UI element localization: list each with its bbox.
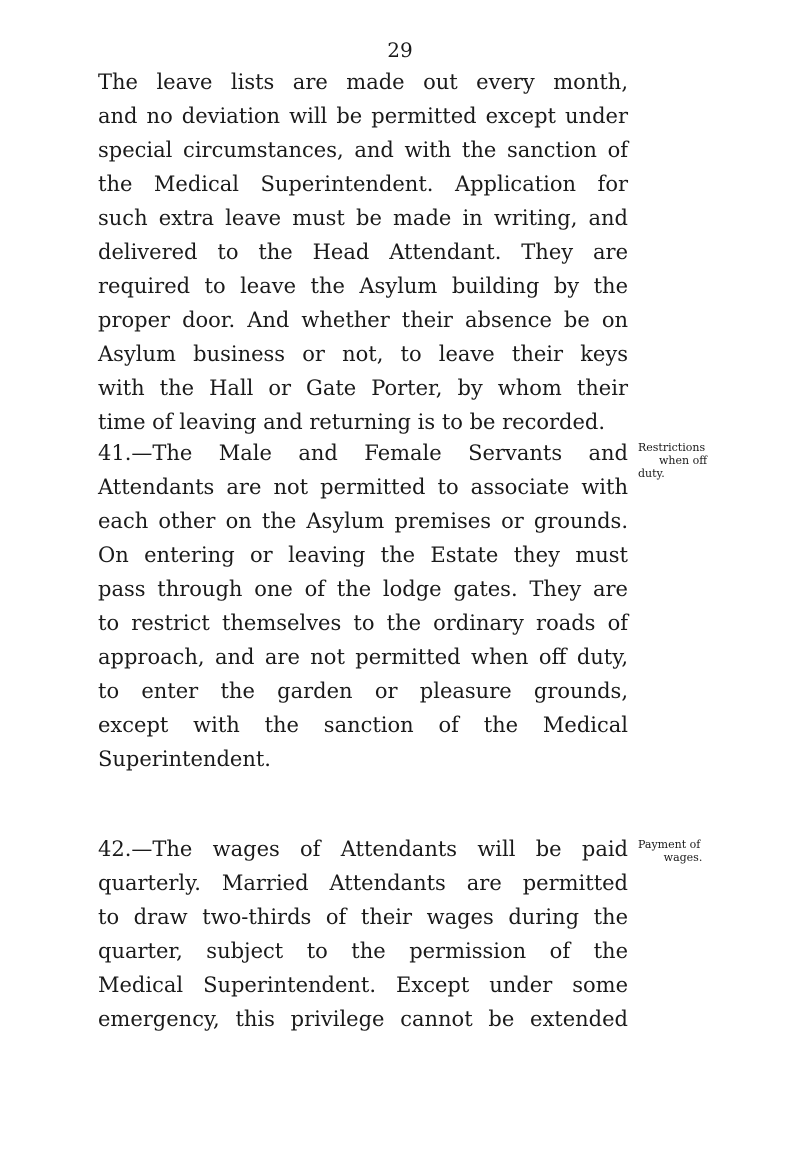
text-line: proper door. And whether their absence be on: [98, 308, 628, 332]
text-line: Superintendent.: [98, 747, 271, 771]
text-line: required to leave the Asylum building by the: [98, 274, 628, 298]
text-line: time of leaving and returning is to be recorded.: [98, 410, 606, 434]
text-line: 41.—The Male and Female Servants and: [98, 441, 628, 465]
text-line: to enter the garden or pleasure grounds,: [98, 679, 628, 703]
text-line: such extra leave must be made in writing, and: [98, 206, 628, 230]
text-line: Asylum business or not, to leave their keys: [98, 342, 628, 366]
text-line: each other on the Asylum premises or grounds.: [98, 509, 628, 533]
text-line: emergency, this privilege cannot be extended: [98, 1007, 628, 1031]
text-line: approach, and are not permitted when off duty,: [98, 645, 628, 669]
text-line: quarter, subject to the permission of the: [98, 939, 628, 963]
paragraph-leave-lists: [98, 65, 628, 439]
marginal-note-restrictions: [638, 441, 728, 480]
text-line: On entering or leaving the Estate they must: [98, 543, 628, 567]
section-42: [98, 832, 628, 1036]
text-line: to draw two-thirds of their wages during the: [98, 905, 628, 929]
text-line: Medical Superintendent. Except under some: [98, 973, 628, 997]
marginal-note-line: duty.: [638, 467, 665, 480]
text-line: pass through one of the lodge gates. They are: [98, 577, 628, 601]
text-line: delivered to the Head Attendant. They are: [98, 240, 628, 264]
text-line: Attendants are not permitted to associate with: [98, 475, 628, 499]
section-41: [98, 436, 628, 776]
text-line: with the Hall or Gate Porter, by whom their: [98, 376, 628, 400]
text-line: The leave lists are made out every month,: [98, 70, 628, 94]
marginal-note-payment: [638, 838, 728, 864]
text-line: except with the sanction of the Medical: [98, 713, 628, 737]
text-line: to restrict themselves to the ordinary roads of: [98, 611, 628, 635]
text-line: special circumstances, and with the sanction of: [98, 138, 628, 162]
marginal-note-line: when off: [658, 454, 708, 467]
text-line: the Medical Superintendent. Application for: [98, 172, 628, 196]
marginal-note-line: Payment of: [638, 838, 701, 851]
marginal-note-line: wages.: [663, 851, 703, 864]
page-number: 29: [387, 38, 413, 62]
text-line: 42.—The wages of Attendants will be paid: [98, 837, 628, 861]
marginal-note-line: Restrictions: [638, 441, 706, 454]
text-line: quarterly. Married Attendants are permitted: [98, 871, 628, 895]
text-line: and no deviation will be permitted except under: [98, 104, 628, 128]
